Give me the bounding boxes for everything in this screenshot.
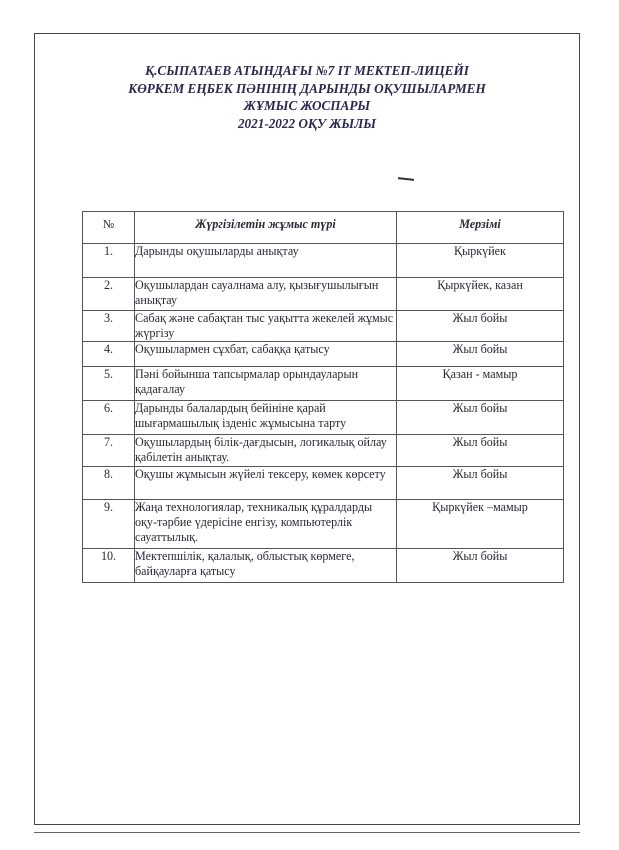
- table-row: [83, 549, 564, 583]
- table-row: [83, 367, 564, 401]
- table-row: [83, 500, 564, 549]
- row-work-type: Дарынды оқушыларды анықтау: [135, 244, 397, 278]
- column-header-work-type: Жүргізілетін жұмыс түрі: [135, 212, 397, 244]
- row-term: Қыркүйек, казан: [397, 278, 564, 311]
- row-work-type: Дарынды балалардың бейініне қарай шығармашылық ізденіс жұмысына тарту: [135, 401, 397, 435]
- row-term: Жыл бойы: [397, 549, 564, 583]
- row-work-type: Оқушылармен сұхбат, сабаққа қатысу: [135, 342, 397, 367]
- row-term: Қыркүйек –мамыр: [397, 500, 564, 549]
- work-plan-table: [82, 211, 564, 583]
- table-row: [83, 401, 564, 435]
- table-row: [83, 311, 564, 342]
- row-number: 5.: [83, 367, 135, 401]
- table-row: [83, 342, 564, 367]
- row-number: 9.: [83, 500, 135, 549]
- table-row: [83, 435, 564, 467]
- document-header: [34, 62, 580, 132]
- row-number: 2.: [83, 278, 135, 311]
- row-work-type: Жаңа технологиялар, техникалық құралдарды оқу-тәрбие үдерісіне енгізу, компьютерлік сауаттылық.: [135, 500, 397, 549]
- row-number: 1.: [83, 244, 135, 278]
- row-number: 4.: [83, 342, 135, 367]
- column-header-number: №: [83, 212, 135, 244]
- header-school-name: Қ.СЫПАТАЕВ АТЫНДАҒЫ №7 IT МЕКТЕП-ЛИЦЕЙІ: [145, 63, 469, 78]
- table-row: [83, 244, 564, 278]
- row-work-type: Оқушы жұмысын жүйелі тексеру, көмек көрсету: [135, 467, 397, 500]
- row-number: 7.: [83, 435, 135, 467]
- table-header-row: [83, 212, 564, 244]
- column-header-term: Мерзімі: [397, 212, 564, 244]
- row-number: 8.: [83, 467, 135, 500]
- row-work-type: Сабақ және сабақтан тыс уақытта жекелей жұмыс жүргізу: [135, 311, 397, 342]
- row-work-type: Мектепшілік, қалалық, облыстық көрмеге, байқауларға қатысу: [135, 549, 397, 583]
- table-row: [83, 278, 564, 311]
- header-subject: КӨРКЕМ ЕҢБЕК ПӘНІНІҢ ДАРЫНДЫ ОҚУШЫЛАРМЕН: [128, 80, 486, 96]
- page-bottom-line: [34, 832, 580, 833]
- row-work-type: Оқушылардың білік-дағдысын, логикалық ойлау қабілетін анықтау.: [135, 435, 397, 467]
- row-work-type: Пәні бойынша тапсырмалар орындауларын қадағалау: [135, 367, 397, 401]
- row-number: 6.: [83, 401, 135, 435]
- row-term: Жыл бойы: [397, 467, 564, 500]
- row-term: Қыркүйек: [397, 244, 564, 278]
- row-number: 3.: [83, 311, 135, 342]
- row-term: Жыл бойы: [397, 311, 564, 342]
- table-row: [83, 467, 564, 500]
- header-plan-title: ЖҰМЫС ЖОСПАРЫ: [243, 98, 371, 113]
- row-work-type: Оқушылардан сауалнама алу, қызығушылығын анықтау: [135, 278, 397, 311]
- row-term: Қазан - мамыр: [397, 367, 564, 401]
- row-term: Жыл бойы: [397, 342, 564, 367]
- row-term: Жыл бойы: [397, 435, 564, 467]
- row-number: 10.: [83, 549, 135, 583]
- header-academic-year: 2021-2022 ОҚУ ЖЫЛЫ: [237, 115, 377, 131]
- row-term: Жыл бойы: [397, 401, 564, 435]
